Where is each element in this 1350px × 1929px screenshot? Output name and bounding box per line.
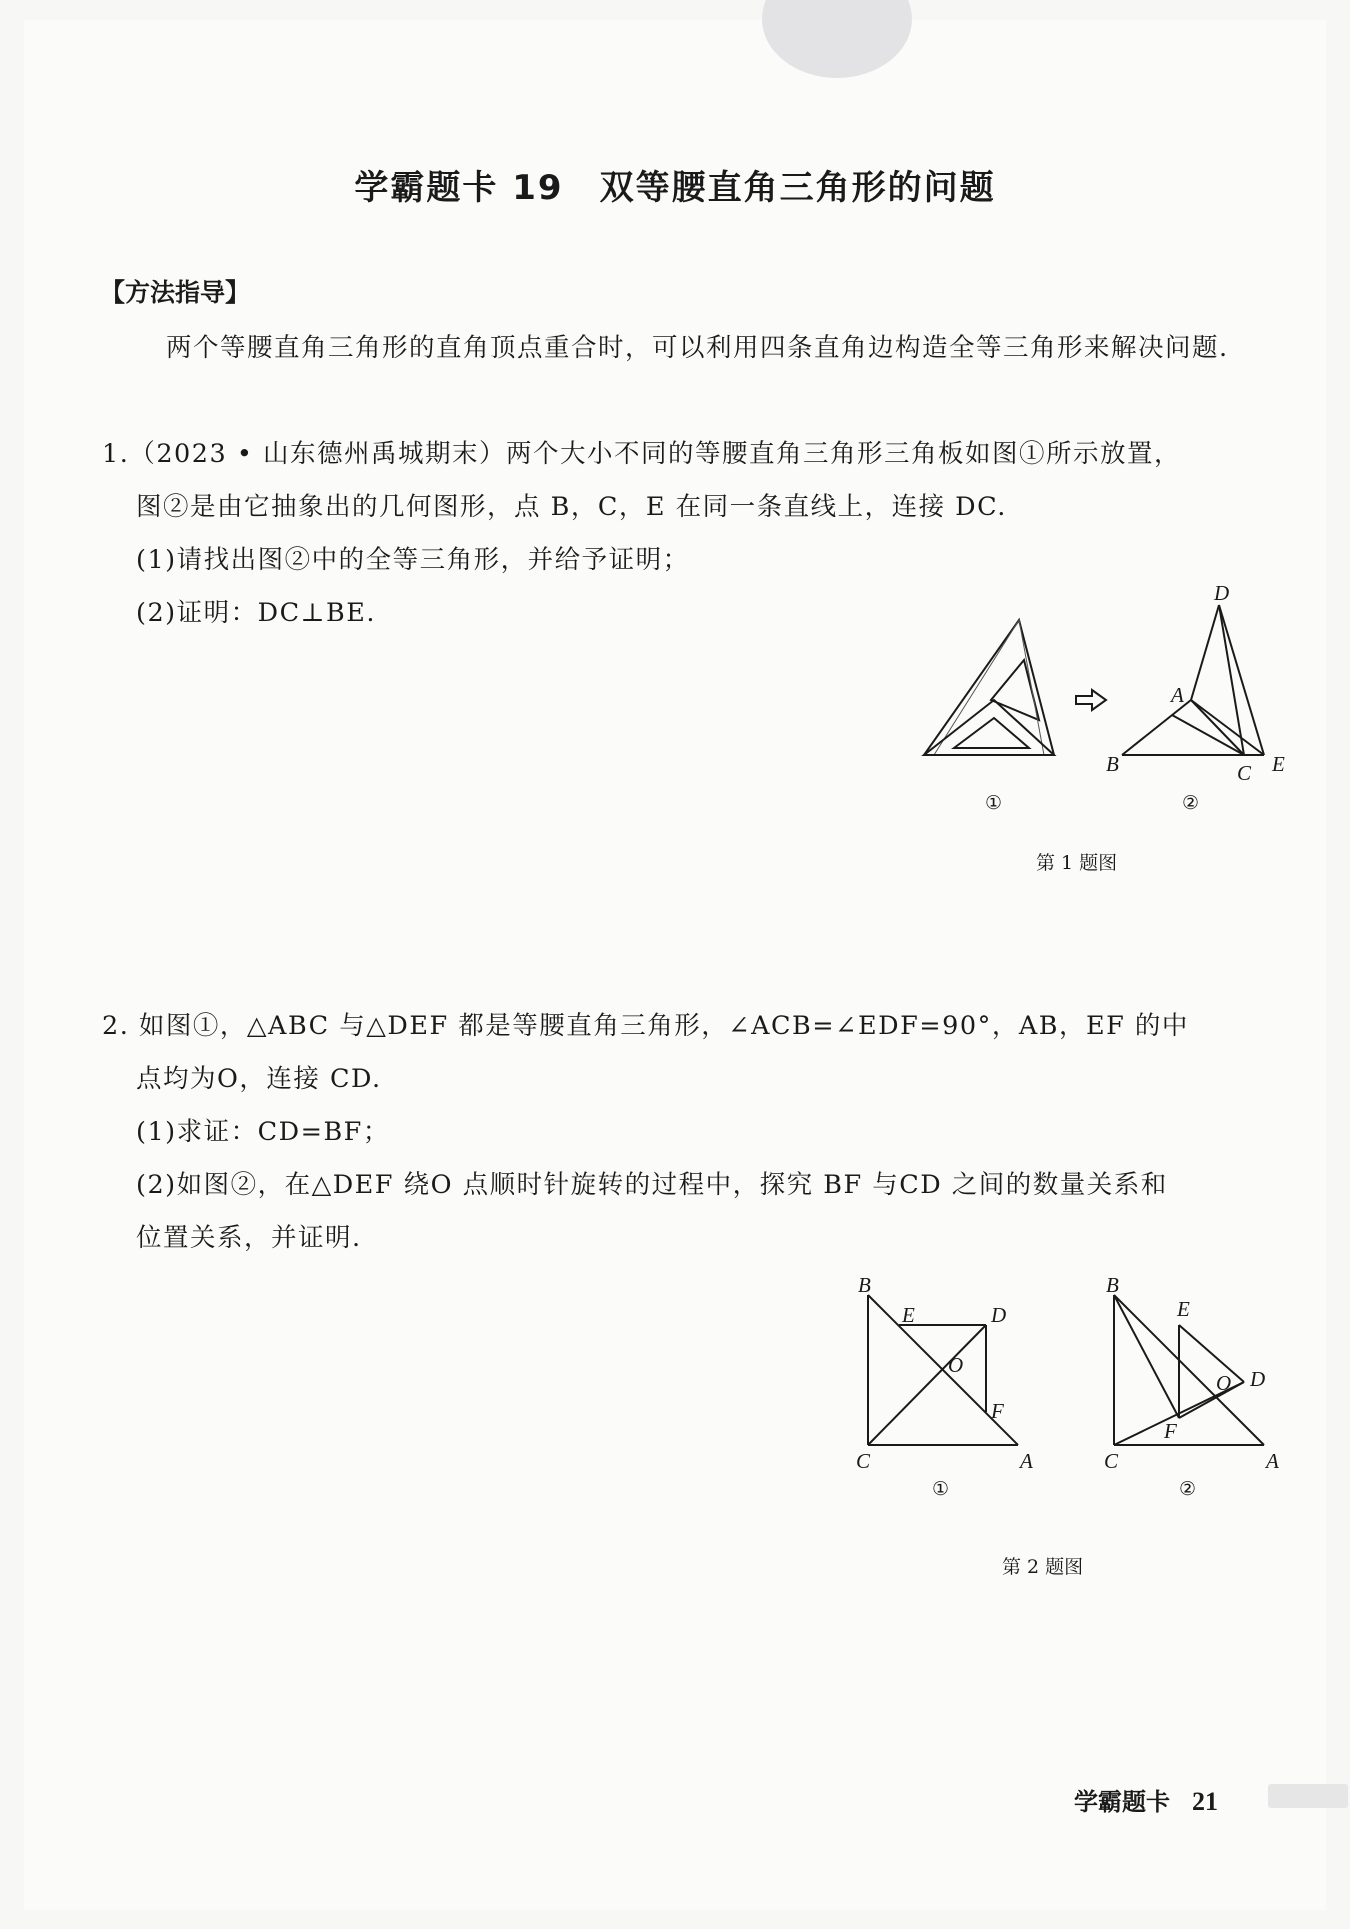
q2-line2: 点均为O，连接 CD. — [136, 1064, 382, 1094]
q2f1-label-B: B — [858, 1273, 871, 1297]
q1-figure-caption: 第 1 题图 — [1036, 852, 1118, 874]
q1-label-C: C — [1237, 761, 1252, 785]
q2-figure-caption: 第 2 题图 — [1002, 1556, 1084, 1578]
arrow-icon — [1076, 690, 1106, 710]
q2f1-label-C: C — [856, 1449, 871, 1473]
q2-fig2-number: ② — [1179, 1478, 1197, 1500]
title-prefix: 学霸题卡 19 — [354, 168, 564, 208]
q2f1-label-E: E — [902, 1303, 915, 1327]
q2-fig1-number: ① — [932, 1478, 950, 1500]
footer-label: 学霸题卡 — [1074, 1788, 1170, 1816]
q2f1-label-O: O — [948, 1353, 964, 1377]
q1-fig1-setsquares — [924, 620, 1054, 755]
q2f2-label-A: A — [1266, 1449, 1279, 1473]
q1-part1: (1)请找出图②中的全等三角形，并给予证明； — [136, 545, 690, 575]
q1-figure — [894, 580, 1294, 830]
q2-line1: 2. 如图①，△ABC 与△DEF 都是等腰直角三角形，∠ACB=∠EDF=90°，AB，EF 的中 — [102, 1011, 1189, 1041]
q2f2-label-O: O — [1216, 1371, 1232, 1395]
q2f2-label-C: C — [1104, 1449, 1119, 1473]
scan-shadow — [762, 0, 912, 78]
q2f2-label-B: B — [1106, 1273, 1119, 1297]
q1-fig1-number: ① — [985, 792, 1003, 814]
title-main: 双等腰直角三角形的问题 — [599, 168, 996, 208]
q2-part2b: 位置关系，并证明. — [136, 1223, 362, 1253]
q2-figure — [824, 1260, 1304, 1500]
q2f2-label-D: D — [1250, 1367, 1266, 1391]
q2-part2a: (2)如图②，在△DEF 绕O 点顺时针旋转的过程中，探究 BF 与CD 之间的数量关系和 — [136, 1170, 1168, 1200]
q1-label-B: B — [1106, 752, 1119, 776]
page-title — [24, 160, 1326, 209]
page-footer — [1074, 1782, 1218, 1817]
page — [24, 20, 1326, 1910]
q2f2-label-E: E — [1177, 1297, 1190, 1321]
q2f1-label-A: A — [1020, 1449, 1033, 1473]
q2f2-label-F: F — [1164, 1419, 1177, 1443]
method-heading: 【方法指导】 — [100, 278, 251, 307]
question-2 — [102, 1000, 1292, 1265]
q1-line1: 1.（2023 • 山东德州禹城期末）两个大小不同的等腰直角三角形三角板如图①所示放置， — [102, 439, 1181, 469]
q1-fig2-lines — [1122, 605, 1264, 755]
q1-fig2-number: ② — [1182, 792, 1200, 814]
q1-label-A: A — [1171, 683, 1184, 707]
q2f1-label-D: D — [991, 1303, 1007, 1327]
q1-label-D: D — [1214, 581, 1230, 605]
q1-part2: (2)证明：DC⊥BE. — [136, 598, 377, 628]
q1-line2: 图②是由它抽象出的几何图形，点 B，C，E 在同一条直线上，连接 DC. — [136, 492, 1007, 522]
q2-part1: (1)求证：CD=BF； — [136, 1117, 390, 1147]
method-text: 两个等腰直角三角形的直角顶点重合时，可以利用四条直角边构造全等三角形来解决问题. — [166, 333, 1229, 363]
footer-decoration — [1268, 1784, 1348, 1808]
page-number: 21 — [1192, 1787, 1218, 1816]
q2f1-label-F: F — [991, 1399, 1004, 1423]
q1-label-E: E — [1272, 752, 1285, 776]
